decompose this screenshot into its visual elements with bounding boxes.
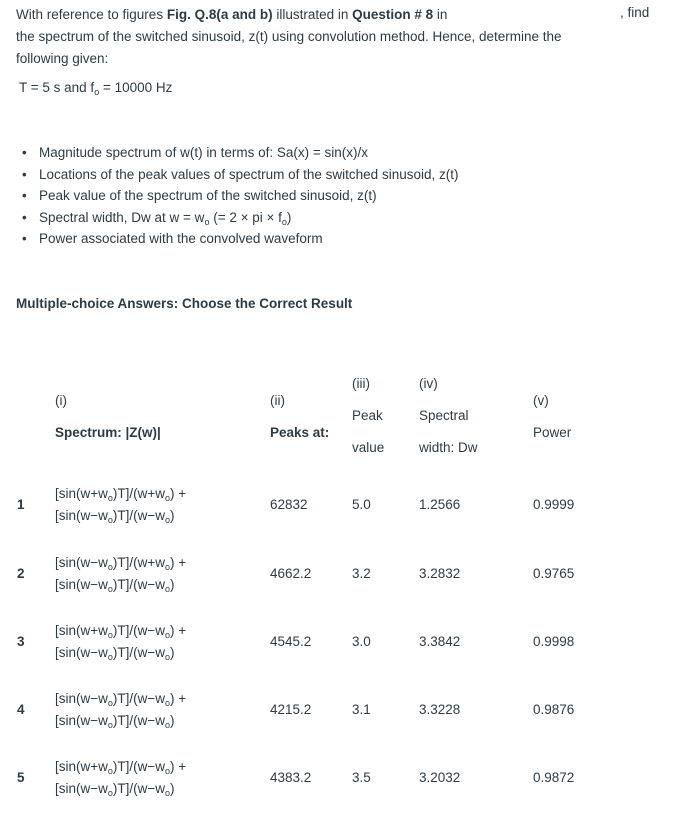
spec-part: ) +	[170, 623, 187, 638]
row-number: 2	[17, 566, 25, 581]
spectrum-line-2	[55, 505, 186, 527]
choice-peak-value: 5.0	[352, 497, 371, 512]
choice-width: 3.3228	[419, 702, 461, 717]
subscript: o	[107, 515, 113, 525]
col-header-peaks: Peaks at:	[270, 425, 330, 440]
spec-part: ) +	[170, 691, 187, 706]
list-item	[20, 228, 458, 250]
given-subscript: o	[94, 87, 100, 97]
spec-part: )T]/(w−w	[112, 508, 166, 523]
subscript: o	[107, 652, 113, 662]
given-suffix: = 10000 Hz	[99, 80, 173, 95]
subscript: o	[107, 720, 113, 730]
given-values	[19, 80, 172, 95]
col-header-peak: Peak	[352, 408, 383, 423]
given-prefix: T = 5 s and f	[19, 80, 95, 95]
row-number: 3	[17, 634, 25, 649]
choice-power: 0.9872	[533, 770, 575, 785]
subscript: o	[107, 788, 113, 798]
list-item-text: (= 2 × pi × f	[209, 209, 282, 225]
col-header-power: Power	[533, 425, 572, 440]
list-item-text: Power associated with the convolved waveform	[39, 231, 323, 246]
subscript: o	[165, 584, 171, 594]
row-number: 4	[17, 702, 25, 717]
choice-spectrum[interactable]	[55, 688, 186, 732]
col-header-v-num: (v)	[533, 393, 549, 408]
list-item-text: Spectral width, Dw at w = w	[39, 209, 205, 225]
spectrum-line-1	[55, 620, 186, 642]
spec-part: )	[170, 781, 175, 796]
spec-part: ) +	[170, 486, 187, 501]
subscript: o	[165, 788, 171, 798]
spec-part: [sin(w−w	[55, 781, 108, 796]
spec-part: [sin(w+w	[55, 623, 108, 638]
spectrum-line-1	[55, 756, 186, 778]
spectrum-line-2	[55, 778, 186, 800]
task-list	[20, 142, 458, 250]
choice-spectrum[interactable]	[55, 483, 186, 527]
spectrum-line-1	[55, 483, 186, 505]
choice-peaks: 4545.2	[270, 634, 312, 649]
list-item	[20, 185, 458, 207]
choice-peak-value: 3.5	[352, 770, 371, 785]
col-header-iii-num: (iii)	[352, 376, 370, 391]
spec-part: )T]/(w−w	[112, 691, 166, 706]
subscript: o	[107, 698, 113, 708]
spec-part: [sin(w+w	[55, 486, 108, 501]
spectrum-line-1	[55, 552, 186, 574]
question-reference: Question # 8	[352, 7, 434, 22]
col-header-i-num: (i)	[55, 393, 67, 408]
spec-part: ) +	[170, 759, 187, 774]
choice-width: 3.2032	[419, 770, 461, 785]
find-text: , find	[620, 5, 650, 20]
choice-power: 0.9765	[533, 566, 575, 581]
spec-part: ) +	[170, 555, 187, 570]
choice-spectrum[interactable]	[55, 552, 186, 596]
subscript: o	[107, 766, 113, 776]
col-header-ii-num: (ii)	[270, 393, 285, 408]
choice-peaks: 4215.2	[270, 702, 312, 717]
spectrum-line-1	[55, 688, 186, 710]
spec-part: )T]/(w−w	[112, 781, 166, 796]
mc-heading: Multiple-choice Answers: Choose the Correct Result	[16, 296, 353, 311]
spectrum-line-2	[55, 642, 186, 664]
subscript: o	[165, 766, 171, 776]
choice-peak-value: 3.0	[352, 634, 371, 649]
subscript: o	[204, 216, 210, 227]
subscript: o	[107, 493, 113, 503]
choice-peaks: 4383.2	[270, 770, 312, 785]
choice-spectrum[interactable]	[55, 620, 186, 664]
subscript: o	[107, 562, 113, 572]
spec-part: )T]/(w+w	[112, 486, 166, 501]
spec-part: )	[170, 577, 175, 592]
subscript: o	[165, 493, 171, 503]
subscript: o	[165, 515, 171, 525]
choice-peak-value: 3.2	[352, 566, 371, 581]
row-number: 1	[17, 497, 25, 512]
choice-width: 1.2566	[419, 497, 461, 512]
subscript: o	[165, 630, 171, 640]
spec-part: [sin(w−w	[55, 691, 108, 706]
spec-part: )T]/(w−w	[112, 713, 166, 728]
col-header-width: width: Dw	[419, 440, 478, 455]
list-item	[20, 207, 458, 229]
col-header-value: value	[352, 440, 385, 455]
question-paragraph	[16, 4, 616, 70]
list-item	[20, 164, 458, 186]
col-header-iv-num: (iv)	[419, 376, 438, 391]
subscript: o	[165, 652, 171, 662]
choice-width: 3.3842	[419, 634, 461, 649]
spec-part: )	[170, 713, 175, 728]
choice-peaks: 4662.2	[270, 566, 312, 581]
choice-power: 0.9876	[533, 702, 575, 717]
spec-part: [sin(w−w	[55, 555, 108, 570]
spectrum-line-2	[55, 574, 186, 596]
spec-part: )T]/(w−w	[112, 759, 166, 774]
choice-width: 3.2832	[419, 566, 461, 581]
subscript: o	[165, 562, 171, 572]
spec-part: [sin(w+w	[55, 759, 108, 774]
list-item-text: Locations of the peak values of spectrum of the switched sinusoid, z(t)	[39, 166, 459, 182]
list-item-text: )	[286, 209, 292, 225]
choice-peaks: 62832	[270, 497, 308, 512]
row-number: 5	[17, 770, 25, 785]
spec-part: )T]/(w−w	[112, 645, 166, 660]
list-item	[20, 142, 458, 164]
spec-part: [sin(w−w	[55, 577, 108, 592]
spec-part: [sin(w−w	[55, 645, 108, 660]
intro-text: illustrated in	[272, 7, 353, 22]
spec-part: [sin(w−w	[55, 713, 108, 728]
choice-power: 0.9999	[533, 497, 575, 512]
spec-part: )T]/(w−w	[112, 577, 166, 592]
col-header-spectrum: Spectrum: |Z(w)|	[55, 425, 161, 440]
subscript: o	[107, 630, 113, 640]
spec-part: )T]/(w+w	[112, 555, 166, 570]
intro-text: in	[433, 7, 448, 22]
list-item-text: Peak value of the spectrum of the switched sinusoid, z(t)	[39, 188, 377, 203]
spectrum-line-2	[55, 710, 186, 732]
spec-part: [sin(w−w	[55, 508, 108, 523]
spec-part: )	[170, 645, 175, 660]
choice-peak-value: 3.1	[352, 702, 371, 717]
intro-text-rest: the spectrum of the switched sinusoid, z(t) using convolution method. Hence, determine the following given:	[16, 29, 562, 66]
col-header-spectral: Spectral	[419, 408, 469, 423]
intro-text: With reference to figures	[16, 7, 167, 22]
subscript: o	[165, 698, 171, 708]
choice-spectrum[interactable]	[55, 756, 186, 800]
spec-part: )T]/(w−w	[112, 623, 166, 638]
list-item-text: Magnitude spectrum of w(t) in terms of: Sa(x) = sin(x)/x	[39, 145, 368, 160]
spec-part: )	[170, 508, 175, 523]
figure-reference: Fig. Q.8(a and b)	[166, 7, 273, 22]
subscript: o	[281, 216, 287, 227]
subscript: o	[107, 584, 113, 594]
subscript: o	[165, 720, 171, 730]
choice-power: 0.9998	[533, 634, 575, 649]
